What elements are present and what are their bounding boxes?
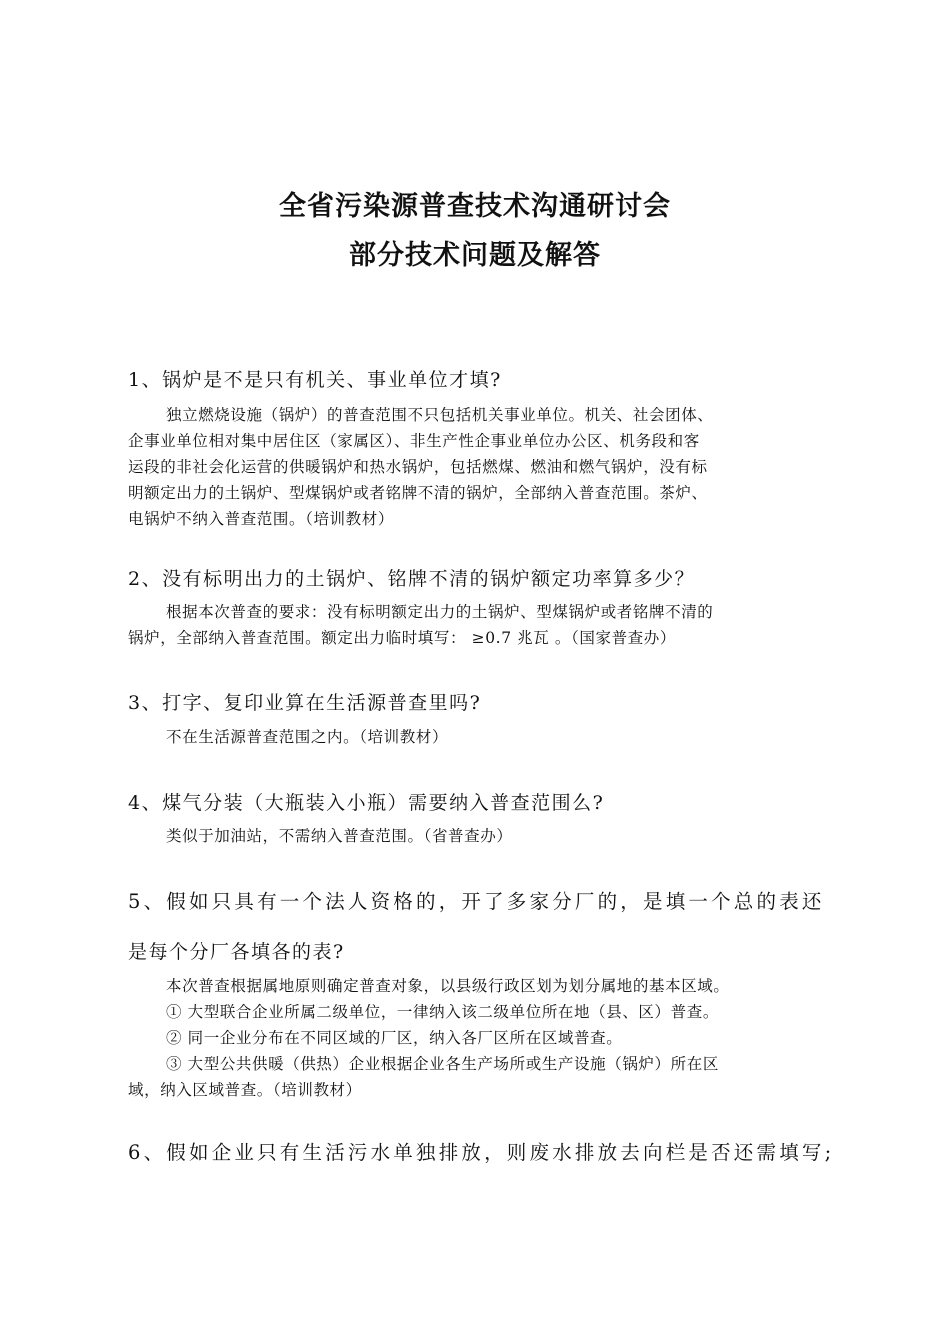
document-title: 全省污染源普查技术沟通研讨会 [279,191,671,222]
question-5-line-1: 5、假如只具有一个法人资格的，开了多家分厂的，是填一个总的表还 [128,890,825,913]
answer-5 [128,973,822,1103]
question-2: 2、没有标明出力的土锅炉、铭牌不清的锅炉额定功率算多少？ [128,568,696,590]
answer-line: 企事业单位相对集中居住区（家属区）、非生产性企事业单位办公区、机务段和客 [128,432,700,450]
answer-1 [128,402,822,532]
question-5-line-2: 是每个分厂各填各的表? [128,941,345,963]
answer-line: 本次普查根据属地原则确定普查对象，以县级行政区划为划分属地的基本区域。 [166,977,730,995]
question-3: 3、打字、复印业算在生活源普查里吗? [128,692,482,714]
answer-line: 域，纳入区域普查。（培训教材） [128,1081,362,1099]
answer-2 [128,599,822,651]
answer-line: 根据本次普查的要求：没有标明额定出力的土锅炉、型煤锅炉或者铭牌不清的 [166,603,714,621]
answer-4 [128,823,822,849]
answer-line: 明额定出力的土锅炉、型煤锅炉或者铭牌不清的锅炉，全部纳入普查范围。茶炉、 [128,484,708,502]
answer-line: 不在生活源普查范围之内。（培训教材） [166,728,449,746]
answer-line: 运段的非社会化运营的供暖锅炉和热水锅炉，包括燃煤、燃油和燃气锅炉，没有标 [128,458,708,476]
question-1: 1、锅炉是不是只有机关、事业单位才填? [128,369,502,391]
document-subtitle: 部分技术问题及解答 [349,240,601,271]
answer-line: 锅炉，全部纳入普查范围。额定出力临时填写： ≥0.7 兆瓦 。（国家普查办） [128,629,676,647]
answer-line: ② 同一企业分布在不同区域的厂区，纳入各厂区所在区域普查。 [166,1029,623,1047]
answer-line: 类似于加油站，不需纳入普查范围。（省普查办） [166,827,513,845]
answer-line: ① 大型联合企业所属二级单位，一律纳入该二级单位所在地（县、区）普查。 [166,1003,719,1021]
question-4: 4、煤气分装（大瓶装入小瓶）需要纳入普查范围么? [128,792,605,814]
answer-line: ③ 大型公共供暖（供热）企业根据企业各生产场所或生产设施（锅炉）所在区 [166,1055,719,1073]
answer-line: 电锅炉不纳入普查范围。（培训教材） [128,510,394,528]
question-6: 6、假如企业只有生活污水单独排放，则废水排放去向栏是否还需填写; [128,1141,835,1164]
answer-line: 独立燃烧设施（锅炉）的普查范围不只包括机关事业单位。机关、社会团体、 [166,406,714,424]
answer-3 [128,724,822,750]
